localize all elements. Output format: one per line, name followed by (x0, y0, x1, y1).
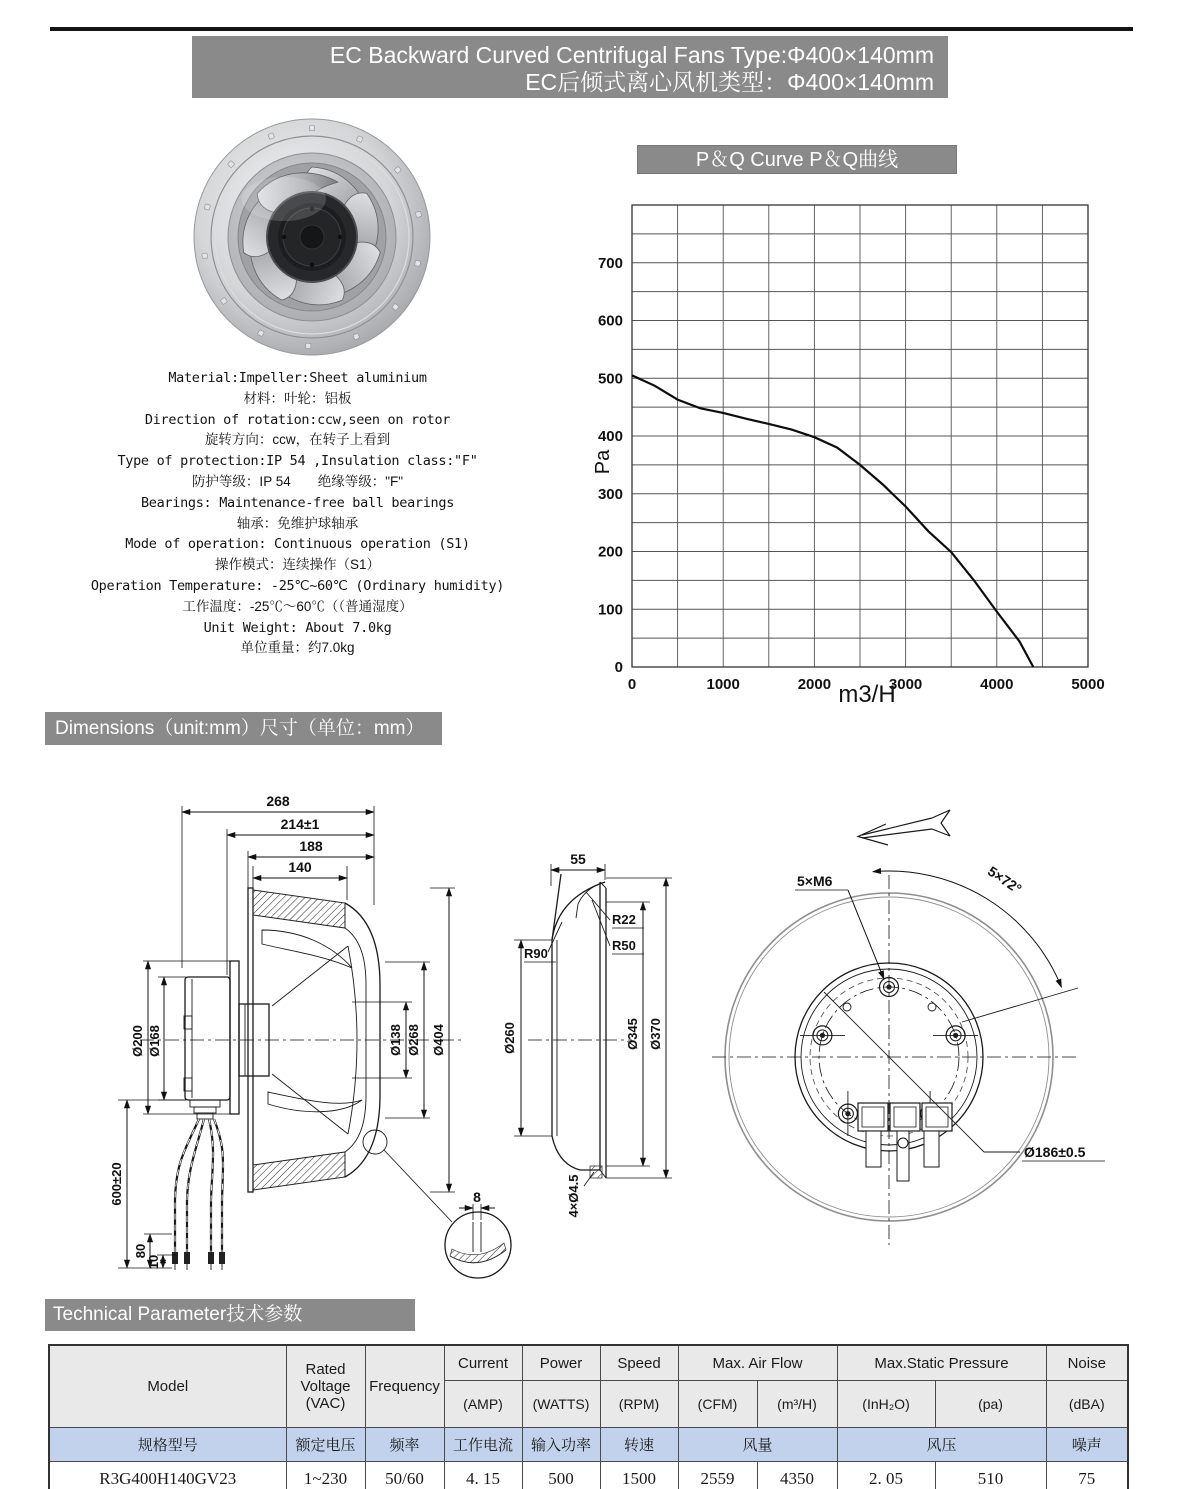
val-inh2o: 2. 05 (837, 1462, 935, 1489)
cn-airflow: 风量 (678, 1428, 837, 1462)
page-title-en: EC Backward Curved Centrifugal Fans Type:Φ400×140mm (329, 42, 934, 68)
col-current: Current (444, 1345, 522, 1381)
unit-inh2o: (InH₂O) (837, 1381, 935, 1428)
dim-r50: R50 (612, 938, 636, 953)
dim-bolt-circle: Ø186±0.5 (1024, 1144, 1086, 1160)
svg-text:5000: 5000 (1071, 676, 1105, 693)
technical-parameter-table (48, 1344, 1127, 1489)
dim-5xm6: 5×M6 (797, 873, 833, 889)
spec-line: 工作温度：-25℃～60℃（（普通湿度） (182, 598, 413, 614)
spec-line: Type of protection:IP 54 ,Insulation class:"F" (117, 453, 478, 470)
dim-dia168: Ø168 (147, 1025, 162, 1057)
detail-marker (363, 1130, 387, 1154)
svg-text:2000: 2000 (797, 676, 832, 693)
terminal-block (858, 1103, 952, 1181)
dim-dia260: Ø260 (502, 1022, 517, 1054)
val-rated-voltage: 1~230 (286, 1462, 365, 1489)
spec-line: 防护等级：IP 54 绝缘等级："F" (191, 473, 404, 489)
x-axis-label: m3/H (838, 681, 896, 708)
dim-140: 140 (288, 859, 312, 875)
svg-text:500: 500 (597, 370, 623, 388)
y-axis-label: Pa (592, 449, 614, 475)
svg-text:100: 100 (597, 601, 623, 619)
motor-wires (175, 1119, 223, 1254)
spec-line: Material:Impeller:Sheet aluminium (168, 370, 427, 386)
spec-line: Mode of operation: Continuous operation (S1) (125, 536, 470, 553)
val-model: R3G400H140GV23 (49, 1462, 286, 1489)
top-rule (50, 27, 1133, 31)
dim-dia404: Ø404 (431, 1024, 446, 1056)
unit-amp: (AMP) (444, 1381, 522, 1428)
dim-dia370: Ø370 (648, 1018, 663, 1050)
dimensions-banner: Dimensions（unit:mm）尺寸（单位：mm） (45, 712, 442, 745)
dim-214: 214±1 (280, 816, 320, 832)
dimension-drawings (40, 770, 1185, 1295)
dim-r22: R22 (612, 912, 636, 927)
pq-curve-chart (585, 188, 1165, 708)
val-frequency: 50/60 (365, 1462, 444, 1489)
dim-dia138: Ø138 (388, 1024, 403, 1056)
dim-dia200: Ø200 (130, 1025, 145, 1057)
chart-grid-and-curve (598, 205, 1105, 693)
technical-parameter-banner: Technical Parameter技术参数 (45, 1299, 415, 1331)
back-view-drawing (712, 810, 1105, 1245)
dim-55: 55 (570, 851, 586, 867)
col-model: Model (49, 1345, 286, 1428)
dim-holes-4xd45: 4×Ø4.5 (566, 1174, 581, 1218)
title-banner (192, 36, 948, 98)
dim-5x72: 5×72° (984, 862, 1025, 897)
val-current: 4. 15 (444, 1462, 522, 1489)
svg-text:1000: 1000 (706, 676, 740, 693)
dim-268: 268 (266, 793, 290, 809)
col-rated-voltage: Rated Voltage (VAC) (286, 1345, 365, 1428)
spec-line: Unit Weight: About 7.0kg (203, 619, 392, 636)
spec-line: 操作模式：连续操作（S1） (214, 557, 380, 573)
val-noise: 75 (1046, 1462, 1128, 1489)
spec-line: Operation Temperature: -25℃~60℃ (Ordinary humidity) (90, 577, 505, 594)
svg-text:600: 600 (597, 312, 623, 330)
svg-text:0: 0 (614, 659, 623, 676)
svg-text:4000: 4000 (980, 676, 1014, 693)
cn-noise: 噪声 (1046, 1428, 1128, 1462)
svg-text:200: 200 (597, 543, 623, 561)
unit-cfm: (CFM) (678, 1381, 757, 1428)
page-title-zh: EC后倾式离心风机类型：Φ400×140mm (525, 69, 934, 95)
unit-pa: (pa) (935, 1381, 1046, 1428)
cn-speed: 转速 (600, 1428, 678, 1462)
col-max-static-pressure: Max.Static Pressure (837, 1345, 1046, 1381)
svg-text:400: 400 (597, 428, 623, 445)
dim-dia345: Ø345 (625, 1018, 640, 1050)
dim-dia268: Ø268 (406, 1024, 421, 1056)
spec-line: Bearings: Maintenance-free ball bearings (140, 494, 455, 511)
val-power: 500 (522, 1462, 600, 1489)
svg-text:0: 0 (627, 676, 637, 693)
cn-current: 工作电流 (444, 1428, 522, 1462)
dim-r90: R90 (524, 946, 548, 961)
unit-m3h: (m³/H) (757, 1381, 837, 1428)
unit-dba: (dBA) (1046, 1381, 1128, 1428)
cn-model: 规格型号 (49, 1428, 286, 1462)
cn-pressure: 风压 (837, 1428, 1046, 1462)
unit-watts: (WATTS) (522, 1381, 600, 1428)
cn-power: 输入功率 (522, 1428, 600, 1462)
pq-curve-banner: P＆Q Curve P＆Q曲线 (637, 145, 957, 174)
val-pa: 510 (935, 1462, 1046, 1489)
cn-rated-voltage: 额定电压 (286, 1428, 365, 1462)
dim-188: 188 (299, 838, 323, 854)
col-noise: Noise (1046, 1345, 1128, 1381)
spec-list (45, 368, 550, 659)
col-speed: Speed (600, 1345, 678, 1381)
spec-line: Direction of rotation:ccw,seen on rotor (144, 411, 451, 428)
col-power: Power (522, 1345, 600, 1381)
detail-view (445, 1189, 511, 1278)
val-cfm: 2559 (678, 1462, 757, 1489)
val-m3h: 4350 (757, 1462, 837, 1489)
svg-text:3000: 3000 (888, 676, 923, 693)
svg-text:300: 300 (597, 485, 623, 503)
col-frequency: Frequency (365, 1345, 444, 1428)
spec-line: 单位重量：约7.0kg (240, 640, 355, 656)
unit-rpm: (RPM) (600, 1381, 678, 1428)
inlet-ring-drawing (502, 851, 672, 1218)
dim-10: 10 (146, 1254, 161, 1270)
dim-80: 80 (133, 1243, 148, 1259)
cn-frequency: 频率 (365, 1428, 444, 1462)
spec-line: 旋转方向：ccw，在转子上看到 (204, 432, 391, 448)
rotation-arrow-icon (858, 810, 950, 845)
svg-text:700: 700 (597, 254, 623, 272)
dim-8: 8 (473, 1189, 481, 1205)
dim-wire-length: 600±20 (109, 1162, 124, 1206)
col-max-air-flow: Max. Air Flow (678, 1345, 837, 1381)
side-view-drawing (109, 793, 511, 1278)
spec-line: 轴承：免维护球轴承 (236, 515, 359, 531)
spec-line: 材料：叶轮：铝板 (243, 390, 352, 406)
val-speed: 1500 (600, 1462, 678, 1489)
fan-photo (192, 117, 432, 357)
